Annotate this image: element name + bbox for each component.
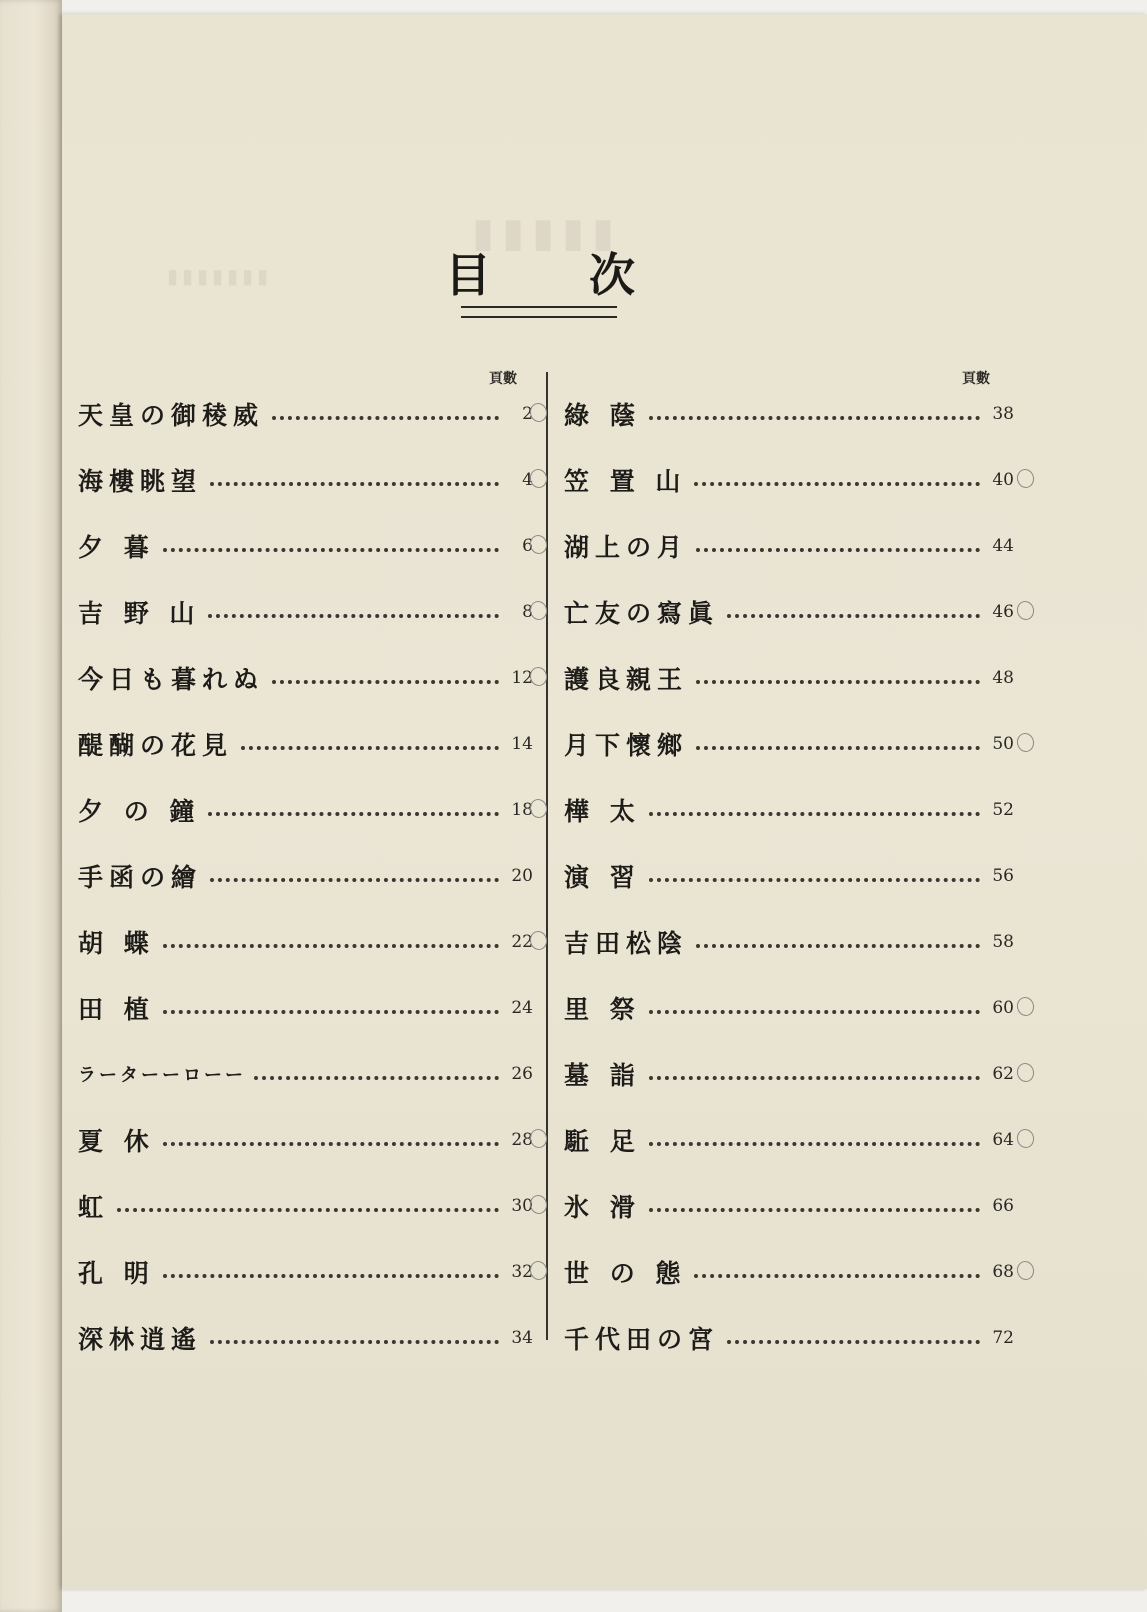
dot-leader <box>272 680 499 684</box>
column-divider <box>546 372 548 1340</box>
dot-leader <box>241 746 499 750</box>
page-number: 44 <box>992 536 1014 556</box>
entry-title: 駈 足 <box>564 1127 641 1156</box>
toc-entry <box>78 381 533 447</box>
dot-leader <box>208 812 499 816</box>
toc-entry <box>78 843 533 909</box>
dot-leader <box>208 614 499 618</box>
toc-entry <box>564 645 1014 711</box>
dot-leader <box>117 1208 499 1212</box>
toc-entry <box>564 1305 1014 1371</box>
title-double-rule <box>461 306 617 318</box>
page-number: 24 <box>511 998 533 1018</box>
dot-leader <box>649 416 980 420</box>
entry-title: 夕 暮 <box>78 533 155 562</box>
dot-leader <box>727 614 980 618</box>
entry-title: 墓 詣 <box>564 1061 641 1090</box>
toc-entry <box>78 909 533 975</box>
dot-leader <box>163 1274 499 1278</box>
page-number: 64 <box>992 1130 1014 1150</box>
dot-leader <box>649 812 980 816</box>
toc-entry <box>78 1173 533 1239</box>
title-char-2: 次 <box>589 248 635 302</box>
entry-title: 千代田の宮 <box>564 1325 720 1354</box>
entry-title: 笠 置 山 <box>564 467 687 496</box>
toc-entry <box>78 1305 533 1371</box>
entry-title: 田 植 <box>78 995 155 1024</box>
dot-leader <box>696 548 980 552</box>
entry-title: 夕 の 鐘 <box>78 797 201 826</box>
dot-leader <box>163 1010 499 1014</box>
dot-leader <box>649 1010 980 1014</box>
toc-entry <box>564 381 1014 447</box>
page-number: 50 <box>992 734 1014 754</box>
entry-title: 天皇の御稜威 <box>78 401 265 430</box>
entry-title: 湖上の月 <box>564 533 689 562</box>
page-number: 58 <box>992 932 1014 952</box>
page-number: 2 <box>522 404 533 424</box>
page-number: 66 <box>992 1196 1014 1216</box>
entry-title: 胡 蝶 <box>78 929 155 958</box>
dot-leader <box>649 878 980 882</box>
toc-entry <box>78 579 533 645</box>
toc-entry <box>78 777 533 843</box>
dot-leader <box>649 1208 980 1212</box>
dot-leader <box>696 944 980 948</box>
page-number: 12 <box>511 668 533 688</box>
entry-title: 孔 明 <box>78 1259 155 1288</box>
page-number: 20 <box>511 866 533 886</box>
entry-title: 亡友の寫眞 <box>564 599 720 628</box>
entry-title: 虹 <box>78 1193 110 1222</box>
title-char-1: 目 <box>445 248 491 302</box>
page-number: 52 <box>992 800 1014 820</box>
toc-entry <box>78 711 533 777</box>
entry-title: 綠 蔭 <box>564 401 641 430</box>
entry-title: 深林逍遙 <box>78 1325 203 1354</box>
facing-page-edge <box>0 0 62 1612</box>
toc-entry <box>564 1107 1014 1173</box>
page-number: 48 <box>992 668 1014 688</box>
toc-entry <box>78 1107 533 1173</box>
entry-title: 樺 太 <box>564 797 641 826</box>
toc-entry <box>564 711 1014 777</box>
toc-entry <box>78 645 533 711</box>
entry-title: 夏 休 <box>78 1127 155 1156</box>
page-number: 34 <box>511 1328 533 1348</box>
toc-entry <box>78 975 533 1041</box>
dot-leader <box>727 1340 980 1344</box>
toc-entry <box>78 1239 533 1305</box>
toc-entry <box>564 513 1014 579</box>
entry-title: 海樓眺望 <box>78 467 203 496</box>
entry-title: 護良親王 <box>564 665 689 694</box>
page-number: 26 <box>511 1064 533 1084</box>
page-number-heading-left: 頁數 <box>489 371 517 387</box>
dot-leader <box>210 482 499 486</box>
page-number: 14 <box>511 734 533 754</box>
toc-entry <box>564 1239 1014 1305</box>
page-number: 40 <box>992 470 1014 490</box>
toc-entry <box>564 1173 1014 1239</box>
dot-leader <box>694 1274 980 1278</box>
page-number: 8 <box>522 602 533 622</box>
page-number-heading-right: 頁數 <box>962 371 990 387</box>
page-number: 30 <box>511 1196 533 1216</box>
toc-entry <box>564 447 1014 513</box>
entry-title: 手函の繪 <box>78 863 203 892</box>
entry-title: 月下懷鄉 <box>564 731 689 760</box>
toc-entry <box>78 1041 533 1107</box>
toc-entry <box>564 579 1014 645</box>
dot-leader <box>649 1076 980 1080</box>
dot-leader <box>210 878 499 882</box>
toc-entry <box>78 447 533 513</box>
page-number: 72 <box>992 1328 1014 1348</box>
page-number: 60 <box>992 998 1014 1018</box>
entry-title: 演 習 <box>564 863 641 892</box>
dot-leader <box>272 416 499 420</box>
page-title <box>445 248 635 302</box>
entry-title: 吉田松陰 <box>564 929 689 958</box>
dot-leader <box>696 746 980 750</box>
bleed-through-text: ▮▮▮▮▮▮▮ <box>167 264 273 288</box>
page-number: 38 <box>992 404 1014 424</box>
bleed-through-text: ▮▮▮▮▮ <box>472 209 623 256</box>
dot-leader <box>696 680 980 684</box>
toc-entry <box>564 843 1014 909</box>
page-number: 62 <box>992 1064 1014 1084</box>
page-number: 32 <box>511 1262 533 1282</box>
page-number: 46 <box>992 602 1014 622</box>
dot-leader <box>163 944 499 948</box>
page-number: 68 <box>992 1262 1014 1282</box>
entry-title: 今日も暮れぬ <box>78 665 265 694</box>
page-number: 18 <box>511 800 533 820</box>
toc-column-right <box>564 381 1014 1371</box>
dot-leader <box>163 548 499 552</box>
page-number: 28 <box>511 1130 533 1150</box>
toc-entry <box>564 777 1014 843</box>
page-number: 22 <box>511 932 533 952</box>
dot-leader <box>649 1142 980 1146</box>
entry-title: 世 の 態 <box>564 1259 687 1288</box>
dot-leader <box>694 482 980 486</box>
entry-title: 氷 滑 <box>564 1193 641 1222</box>
toc-entry <box>564 909 1014 975</box>
page-number: 6 <box>522 536 533 556</box>
entry-title: ラーターーローー <box>78 1065 246 1086</box>
page-number: 56 <box>992 866 1014 886</box>
entry-title: 里 祭 <box>564 995 641 1024</box>
entry-title: 吉 野 山 <box>78 599 201 628</box>
toc-entry <box>564 975 1014 1041</box>
page-number: 4 <box>522 470 533 490</box>
toc-entry <box>564 1041 1014 1107</box>
entry-title: 醍醐の花見 <box>78 731 234 760</box>
dot-leader <box>210 1340 499 1344</box>
dot-leader <box>254 1076 499 1080</box>
toc-entry <box>78 513 533 579</box>
toc-column-left <box>78 381 533 1371</box>
dot-leader <box>163 1142 499 1146</box>
